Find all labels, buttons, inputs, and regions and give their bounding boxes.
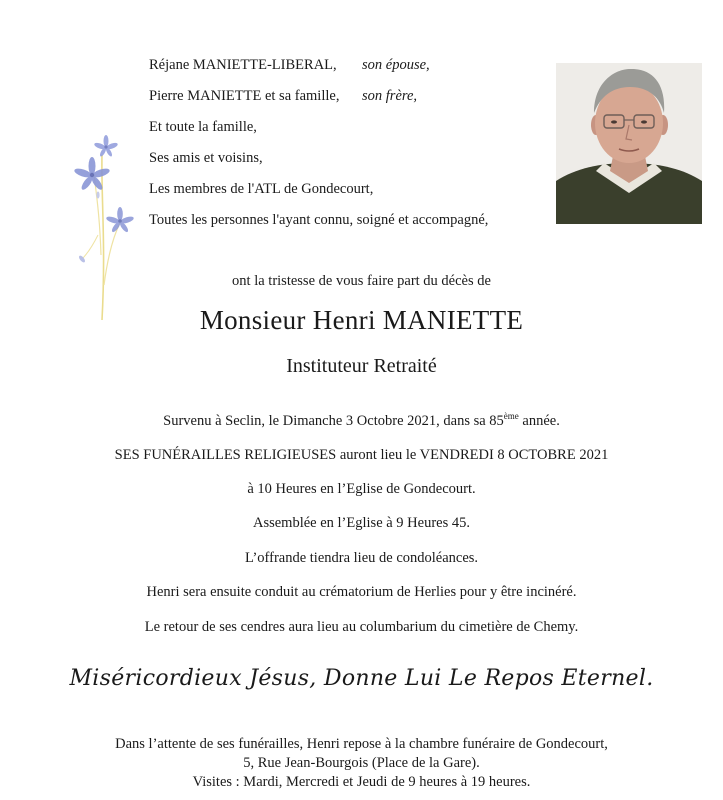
family-member-name: Pierre MANIETTE et sa famille, (149, 88, 340, 104)
announcement-intro: ont la tristesse de vous faire part du décès de (232, 273, 491, 289)
funeral-time-place: à 10 Heures en l’Eglise de Gondecourt. (247, 481, 476, 497)
family-member-name: Et toute la famille, (149, 119, 257, 135)
death-details (0, 413, 723, 430)
family-member (149, 50, 488, 81)
family-member-name: Les membres de l'ATL de Gondecourt, (149, 181, 374, 197)
ashes-note: Le retour de ses cendres aura lieu au columbarium du cimetière de Chemy. (144, 619, 579, 635)
prayer-text: Miséricordieux Jésus, Donne Lui Le Repos Eternel. (69, 666, 654, 691)
ordinal-suffix: ème (503, 411, 519, 422)
family-member-relation: son frère, (362, 88, 418, 104)
family-member-relation: son épouse, (362, 57, 430, 73)
family-member (149, 81, 488, 112)
family-member-name: Ses amis et voisins, (149, 150, 263, 166)
death-details-text: Survenu à Seclin, le Dimanche 3 Octobre 2021, dans sa 85 (163, 413, 504, 429)
portrait-illustration (556, 63, 702, 224)
family-member (149, 143, 488, 174)
visitation-info (0, 735, 723, 792)
death-details-end: année. (518, 413, 560, 429)
family-member (149, 174, 488, 205)
family-member (149, 205, 488, 236)
family-member (149, 112, 488, 143)
crematorium-note: Henri sera ensuite conduit au crématorium de Herlies pour y être incinéré. (146, 584, 577, 600)
deceased-name: Monsieur Henri MANIETTE (199, 305, 524, 335)
portrait-photo (556, 63, 702, 224)
visitation-address: 5, Rue Jean-Bourgois (Place de la Gare). (243, 755, 480, 771)
visitation-line: Dans l’attente de ses funérailles, Henri repose à la chambre funéraire de Gondecourt, (115, 736, 608, 752)
assembly-time: Assemblée en l’Eglise à 9 Heures 45. (252, 515, 471, 531)
flower-illustration (68, 135, 138, 325)
family-member-name: Réjane MANIETTE-LIBERAL, (149, 57, 337, 73)
family-member-name: Toutes les personnes l'ayant connu, soigné et accompagné, (149, 212, 489, 228)
visitation-hours: Visites : Mardi, Mercredi et Jeudi de 9 heures à 19 heures. (192, 774, 531, 790)
funeral-date: SES FUNÉRAILLES RELIGIEUSES auront lieu le VENDREDI 8 OCTOBRE 2021 (114, 447, 609, 463)
offering-note: L’offrande tiendra lieu de condoléances. (244, 550, 479, 566)
deceased-profession: Instituteur Retraité (286, 355, 437, 377)
family-list (149, 50, 488, 236)
